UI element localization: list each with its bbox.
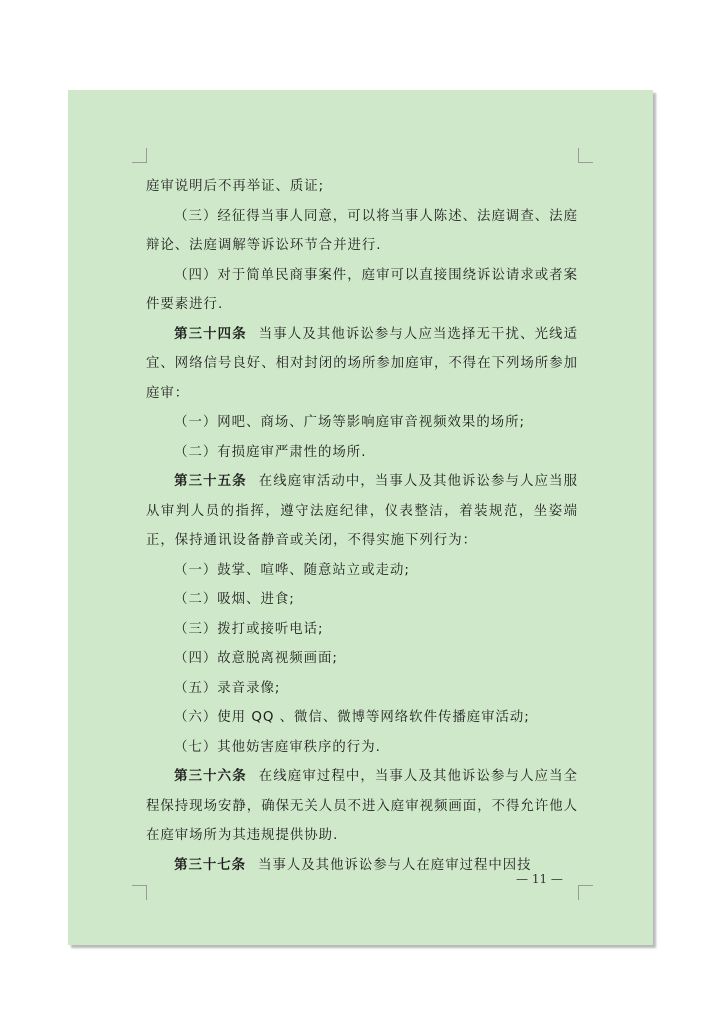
article-paragraph: 第三十七条 当事人及其他诉讼参与人在庭审过程中因技: [174, 857, 532, 873]
crop-mark-bottom-right: [578, 885, 593, 900]
paragraph: 庭审说明后不再举证、质证;: [146, 179, 325, 194]
paragraph: （六）使用 QQ 、微信、微博等网络软件传播庭审活动;: [174, 710, 530, 725]
page-number: — 11 —: [516, 872, 563, 886]
paragraph: （一）鼓掌、喧哗、随意站立或走动;: [174, 562, 410, 578]
paragraph: （七）其他妨害庭审秩序的行为.: [174, 739, 381, 755]
article-paragraph: 第三十五条 在线庭审活动中，当事人及其他诉讼参与人应当服从审判人员的指挥，遵守法庭纪律，仪表整洁，着装规范，坐姿端正，保持通讯设备静音或关闭，不得实施下列行为：: [146, 474, 579, 548]
article-paragraph: 第三十六条 在线庭审过程中，当事人及其他诉讼参与人应当全程保持现场安静，确保无关人员不进入庭审视频画面，不得允许他人在庭审场所为其违规提供协助.: [146, 769, 579, 843]
document-page: [68, 90, 653, 945]
article-paragraph: 第三十四条 当事人及其他诉讼参与人应当选择无干扰、光线适宜、网络信号良好、相对封闭的场所参加庭审，不得在下列场所参加庭审：: [146, 326, 579, 401]
paragraph: （二）有损庭审严肃性的场所.: [174, 444, 367, 460]
paragraph: （三）拨打或接听电话;: [174, 621, 324, 637]
crop-mark-top-right: [578, 148, 593, 163]
paragraph: （一）网吧、商场、广场等影响庭审音视频效果的场所;: [174, 415, 526, 430]
paragraph: （三）经征得当事人同意，可以将当事人陈述、法庭调查、法庭辩论、法庭调解等诉讼环节合并进行.: [146, 208, 578, 253]
crop-mark-bottom-left: [132, 885, 147, 900]
crop-mark-top-left: [132, 148, 147, 163]
article-number: 第三十五条: [174, 474, 247, 489]
paragraph: （二）吸烟、进食;: [174, 592, 295, 607]
paragraph: （四）故意脱离视频画面;: [174, 651, 338, 666]
paragraph: （四）对于简单民商事案件，庭审可以直接围绕诉讼请求或者案件要素进行.: [146, 267, 578, 312]
article-number: 第三十七条: [174, 857, 247, 873]
article-number: 第三十六条: [174, 769, 247, 784]
paragraph: （五）录音录像;: [174, 680, 281, 696]
article-number: 第三十四条: [174, 326, 247, 342]
document-body: [146, 172, 578, 880]
